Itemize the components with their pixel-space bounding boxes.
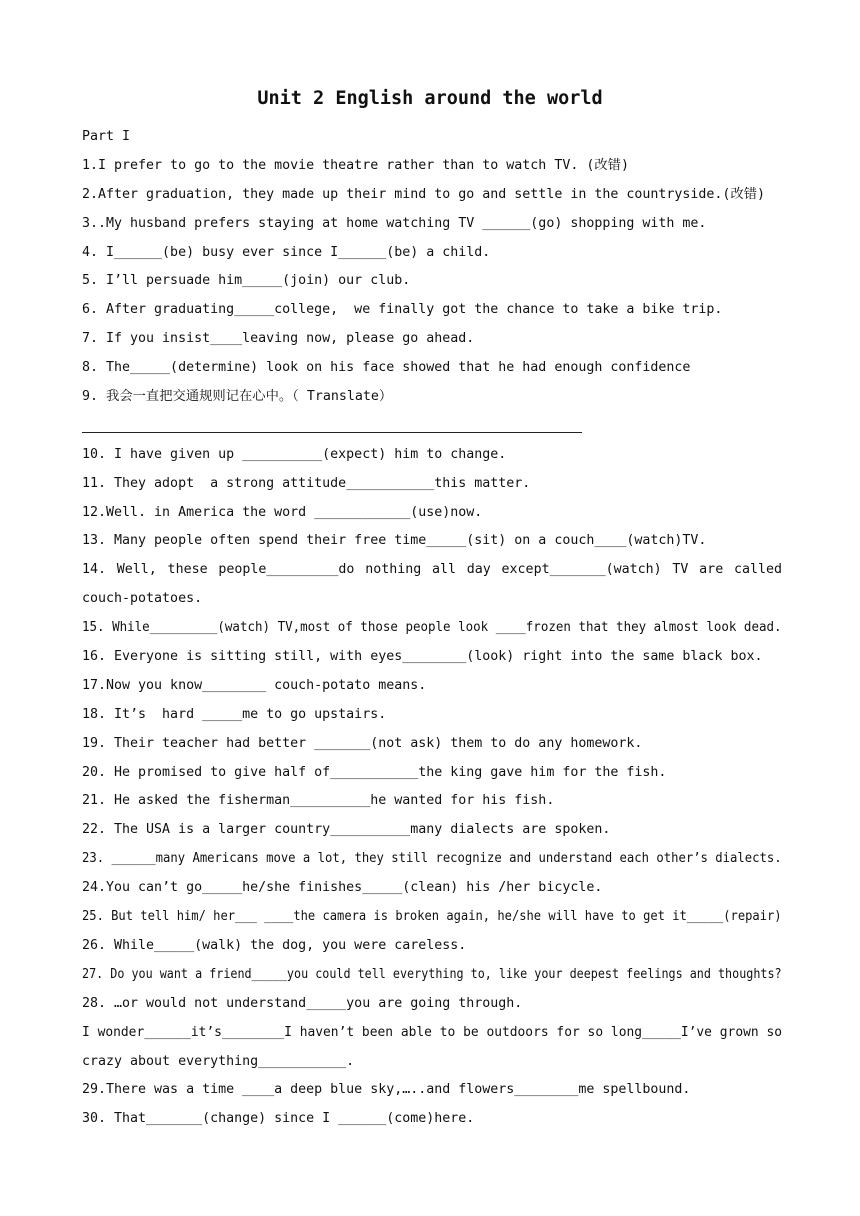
exercise-line: 23. ______many Americans move a lot, they still recognize and understand each other’s dialects. (82, 851, 782, 867)
exercise-line: 15. While_________(watch) TV,most of those people look ____frozen that they almost look dead. (82, 620, 782, 636)
exercise-line: 30. That_______(change) since I ______(come)here. (82, 1111, 475, 1127)
exercise-line: 14. Well, these people_________do nothing all day except_______(watch) TV are called (82, 562, 782, 578)
exercise-line: 19. Their teacher had better _______(not ask) them to do any homework. (82, 735, 643, 751)
exercise-line: 24.You can’t go_____he/she finishes_____(clean) his /her bicycle. (82, 880, 603, 896)
exercise-line: 10. I have given up __________(expect) him to change. (82, 446, 507, 462)
blank-underline (82, 432, 582, 433)
exercise-line: 28. …or would not understand_____you are going through. (82, 995, 523, 1011)
exercise-line: 26. While_____(walk) the dog, you were careless. (82, 937, 467, 953)
exercise-line: 17.Now you know________ couch-potato means. (82, 677, 427, 693)
exercise-line: crazy about everything___________. (82, 1053, 355, 1069)
part-heading: Part I (82, 129, 131, 144)
answer-blank-line (82, 412, 782, 441)
exercise-line: 27. Do you want a friend_____you could tell everything to, like your deepest feelings and thoughts? (82, 966, 782, 982)
exercise-line: 7. If you insist____leaving now, please go ahead. (82, 331, 475, 347)
page-title: Unit 2 English around the world (257, 88, 603, 109)
exercise-list (82, 123, 782, 1134)
exercise-line: 4. I______(be) busy ever since I______(be) a child. (82, 244, 491, 260)
exercise-line: 3..My husband prefers staying at home watching TV ______(go) shopping with me. (82, 215, 707, 231)
exercise-line: couch-potatoes. (82, 591, 203, 607)
exercise-line: 1.I prefer to go to the movie theatre rather than to watch TV. (改错) (82, 157, 629, 173)
exercise-line: I wonder______it’s________I haven’t been able to be outdoors for so long_____I’ve grown so (82, 1024, 782, 1040)
exercise-line: 16. Everyone is sitting still, with eyes________(look) right into the same black box. (82, 649, 763, 665)
exercise-line: 5. I’ll persuade him_____(join) our club. (82, 273, 411, 289)
exercise-line: 6. After graduating_____college, we finally got the chance to take a bike trip. (82, 302, 723, 318)
exercise-line: 21. He asked the fisherman__________he wanted for his fish. (82, 793, 555, 809)
exercise-line: 18. It’s hard _____me to go upstairs. (82, 706, 387, 722)
exercise-line: 12.Well. in America the word ____________(use)now. (82, 504, 483, 520)
exercise-line: 13. Many people often spend their free time_____(sit) on a couch____(watch)TV. (82, 533, 707, 549)
exercise-line: 2.After graduation, they made up their mind to go and settle in the countryside.(改错) (82, 186, 766, 202)
exercise-line: 22. The USA is a larger country__________many dialects are spoken. (82, 822, 611, 838)
exercise-line: 29.There was a time ____a deep blue sky,…..and flowers________me spellbound. (82, 1082, 691, 1098)
exercise-line: 20. He promised to give half of___________the king gave him for the fish. (82, 764, 667, 780)
exercise-line: 25. But tell him/ her___ ____the camera is broken again, he/she will have to get it_____(repair) (82, 909, 782, 925)
exercise-line: 9. 我会一直把交通规则记在心中。（ Translate） (82, 389, 393, 405)
exercise-line: 11. They adopt a strong attitude___________this matter. (82, 475, 531, 491)
exercise-line: 8. The_____(determine) look on his face showed that he had enough confidence (82, 360, 691, 376)
